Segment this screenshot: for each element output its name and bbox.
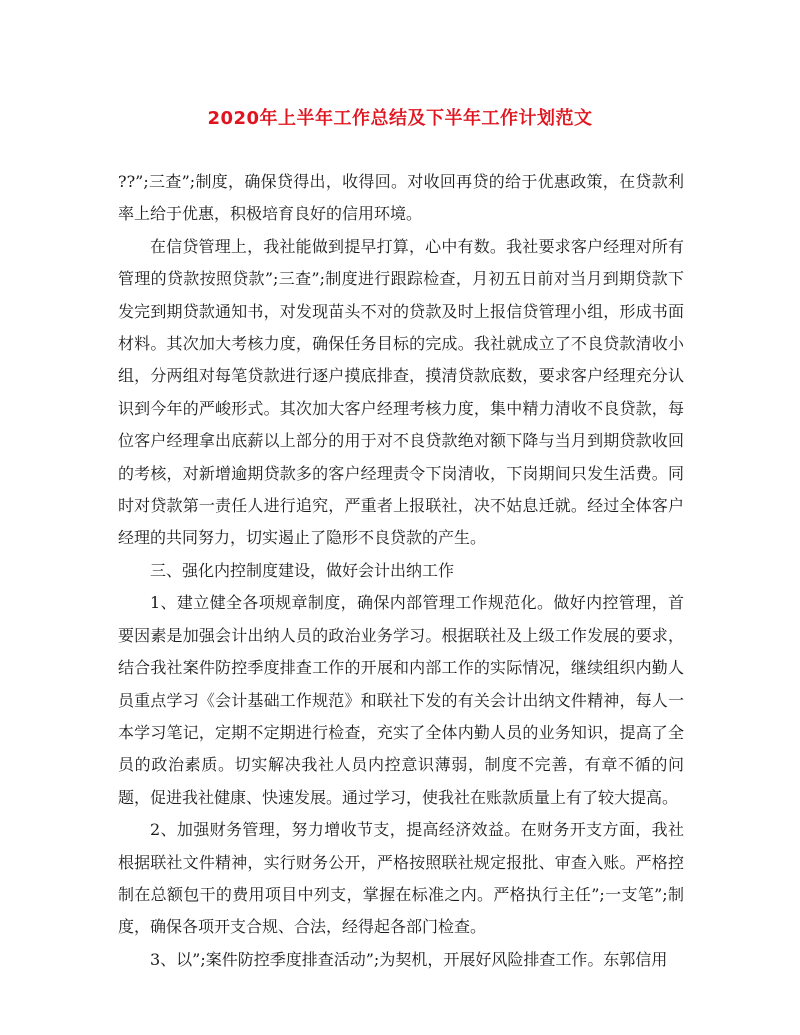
section-heading: 三、强化内控制度建设，做好会计出纳工作	[150, 560, 455, 580]
paragraph-4: 2、加强财务管理，努力增收节支，提高经济效益。在财务开支方面，我社根据联社文件精神，实行财务公开，严格按照联社规定报批、审查入账。严格控制在总额包干的费用项目中列支，掌握在标准之内。严格执行主任”;一支笔”;制度，确保各项开支合规、合法，经得起各部门检查。	[118, 820, 684, 937]
document-title: 2020年上半年工作总结及下半年工作计划范文	[207, 108, 593, 129]
paragraph-2: 在信贷管理上，我社能做到提早打算，心中有数。我社要求客户经理对所有管理的贷款按照贷款”;三查”;制度进行跟踪检查，月初五日前对当月到期贷款下发完到期贷款通知书，对发现苗头不对的贷款及时上报信贷管理小组，形成书面材料。其次加大考核力度，确保任务目标的完成。我社就成立了不良贷款清收小组，分两组对每笔贷款进行逐户摸底排查，摸清贷款底数，要求客户经理充分认识到今年的严峻形式。其次加大客户经理考核力度，集中精力清收不良贷款，每位客户经理拿出底薪以上部分的用于对不良贷款绝对额下降与当月到期贷款收回的考核，对新增逾期贷款多的客户经理责令下岗清收，下岗期间只发生活费。同时对贷款第一责任人进行追究，严重者上报联社，决不姑息迁就。经过全体客户经理的共同努力，切实遏止了隐形不良贷款的产生。	[118, 236, 684, 548]
paragraph-3: 1、建立健全各项规章制度，确保内部管理工作规范化。做好内控管理，首要因素是加强会计出纳人员的政治业务学习。根据联社及上级工作发展的要求，结合我社案件防控季度排查工作的开展和内部工作的实际情况，继续组织内勤人员重点学习《会计基础工作规范》和联社下发的有关会计出纳文件精神，每人一本学习笔记，定期不定期进行检查，充实了全体内勤人员的业务知识，提高了全员的政治素质。切实解决我社人员内控意识薄弱，制度不完善，有章不循的问题，促进我社健康、快速发展。通过学习，使我社在账款质量上有了较大提高。	[118, 593, 684, 807]
paragraph-5: 3、以”;案件防控季度排查活动”;为契机，开展好风险排查工作。东郭信用	[150, 949, 668, 969]
paragraph-1: ??”;三查”;制度，确保贷得出，收得回。对收回再贷的给于优惠政策，在贷款利率上给于优惠，积极培育良好的信用环境。	[118, 172, 684, 224]
document-body	[118, 166, 684, 976]
